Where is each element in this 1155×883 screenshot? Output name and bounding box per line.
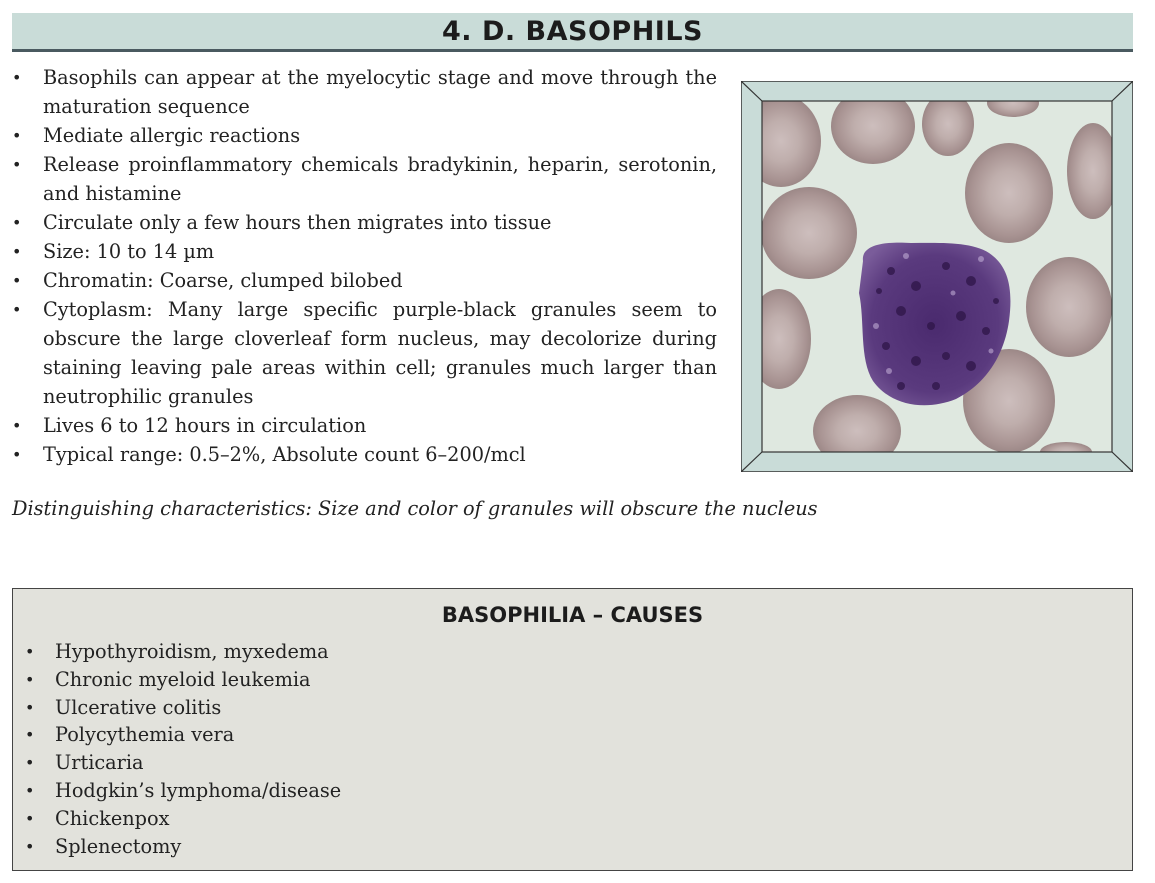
causes-list [25,638,341,860]
cause-item: • Hodgkin’s lymphoma/disease [25,777,341,805]
cause-item: • Ulcerative colitis [25,694,341,722]
fact-item: • Circulate only a few hours then migrates into tissue [12,208,717,237]
fact-item: • Cytoplasm: Many large specific purple-black granules seem to obscure the large cloverleaf form nucleus, may decolorize during staining leaving pale areas within cell; granules much larger than neutrophilic granules [12,295,717,411]
fact-item: • Basophils can appear at the myelocytic stage and move through the maturation sequence [12,63,717,121]
title-bar [12,13,1133,52]
cause-item: • Polycythemia vera [25,721,341,749]
distinguishing-characteristics: Distinguishing characteristics: Size and color of granules will obscure the nucleus [12,497,818,520]
cause-item: • Chronic myeloid leukemia [25,666,341,694]
basophilia-causes-box [12,588,1133,871]
cause-item: • Urticaria [25,749,341,777]
fact-item: • Chromatin: Coarse, clumped bilobed [12,266,717,295]
causes-title: BASOPHILIA – CAUSES [441,603,704,627]
fact-item: • Release proinflammatory chemicals bradykinin, heparin, serotonin, and histamine [12,150,717,208]
facts-list [12,63,717,469]
cause-item: • Splenectomy [25,833,341,861]
cause-item: • Chickenpox [25,805,341,833]
page-title: 4. D. BASOPHILS [442,16,703,47]
fact-item: • Size: 10 to 14 µm [12,237,717,266]
fact-item: • Typical range: 0.5–2%, Absolute count 6–200/mcl [12,440,717,469]
fact-item: • Lives 6 to 12 hours in circulation [12,411,717,440]
fact-item: • Mediate allergic reactions [12,121,717,150]
basophil-micrograph [741,81,1133,472]
cause-item: • Hypothyroidism, myxedema [25,638,341,666]
